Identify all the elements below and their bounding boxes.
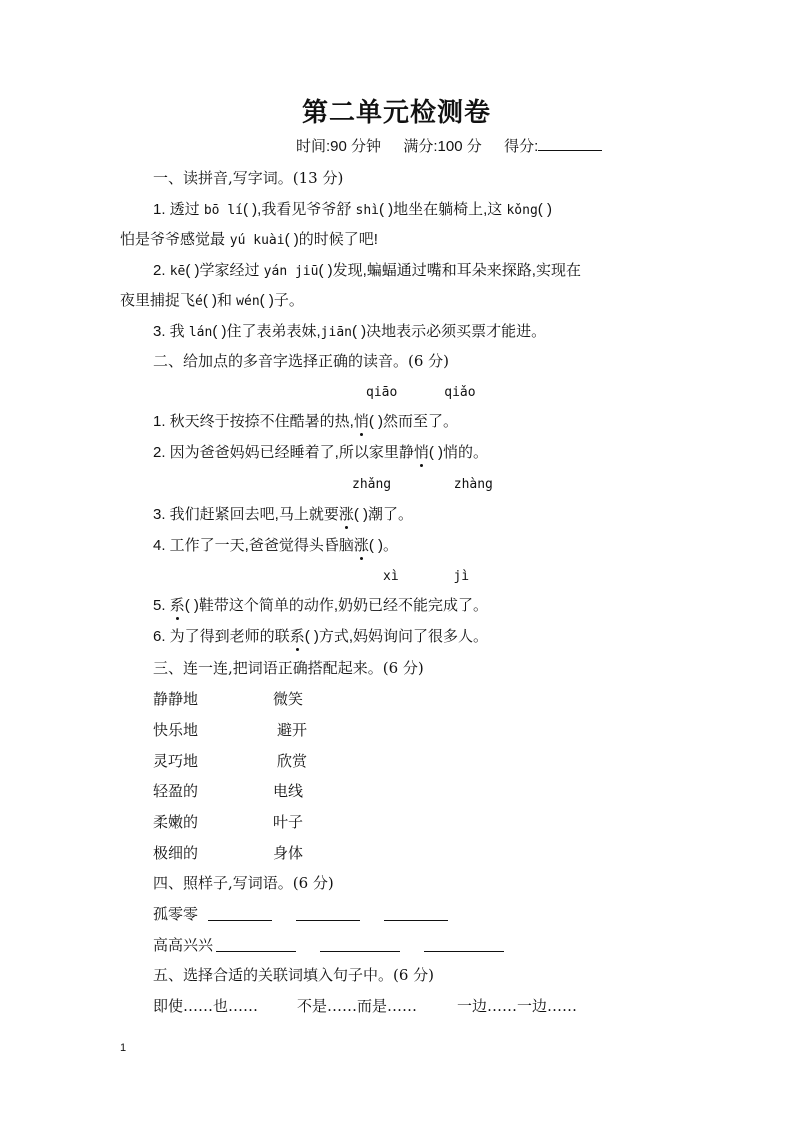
dotted-char: 系 — [169, 597, 185, 614]
answer-blank[interactable] — [424, 937, 504, 952]
match-right-item: 微笑 — [273, 690, 304, 708]
exam-full-score: 满分:100 分 — [403, 138, 482, 155]
s4-example2 — [153, 935, 213, 955]
example-word: 孤零零 — [153, 905, 199, 923]
match-right-item: 身体 — [273, 844, 304, 862]
dotted-char: 涨 — [353, 537, 369, 554]
pinyin-options-2: zhǎng zhàng — [352, 477, 493, 492]
section2-heading: 二、给加点的多音字选择正确的读音。(6 分) — [153, 352, 450, 370]
match-right-item: 电线 — [273, 782, 304, 800]
match-left-item: 极细的 — [153, 844, 199, 862]
dotted-char: 涨 — [338, 506, 354, 523]
section5-heading: 五、选择合适的关联词填入句子中。(6 分) — [153, 966, 435, 984]
section1-heading: 一、读拼音,写字词。(13 分) — [153, 169, 344, 187]
s1-q3: 3. 我 lán( )住了表弟表妹,jiān( )决地表示必须买票才能进。 — [153, 323, 547, 340]
s2-q4: 4. 工作了一天,爸爸觉得头昏脑涨( )。 — [153, 537, 399, 554]
s1-q1-line1: 1. 透过 bō lí( ),我看见爷爷舒 shì( )地坐在躺椅上,这 kǒng( ) — [153, 201, 552, 218]
answer-blank[interactable] — [296, 906, 360, 921]
page-number: 1 — [120, 1042, 127, 1054]
s2-q3: 3. 我们赶紧回去吧,马上就要涨( )潮了。 — [153, 506, 414, 523]
page-title: 第二单元检测卷 — [301, 98, 491, 128]
score-blank[interactable] — [538, 136, 602, 151]
answer-blank[interactable] — [384, 906, 448, 921]
s2-q2: 2. 因为爸爸妈妈已经睡着了,所以家里静悄( )悄的。 — [153, 444, 489, 461]
pinyin-options-3: xì jì — [383, 569, 470, 584]
example-word: 高高兴兴 — [153, 936, 214, 954]
match-right-item: 叶子 — [273, 813, 304, 831]
answer-blank[interactable] — [216, 937, 296, 952]
dotted-char: 悄 — [353, 413, 369, 430]
s1-q1-line2: 怕是爷爷感觉最 yú kuài( )的时候了吧! — [120, 230, 378, 248]
conjunction-option: 一边……一边…… — [457, 997, 578, 1015]
match-left-item: 静静地 — [153, 690, 199, 708]
s1-q2-line2: 夜里捕捉飞é( )和 wén( )子。 — [120, 291, 304, 309]
s4-example1 — [153, 904, 198, 924]
s2-q1: 1. 秋天终于按捺不住酷暑的热,悄( )然而至了。 — [153, 413, 459, 430]
pinyin-options-1: qiāo qiǎo — [366, 385, 476, 400]
dotted-char: 系 — [289, 628, 305, 645]
answer-blank[interactable] — [320, 937, 400, 952]
match-left-item: 快乐地 — [153, 721, 199, 739]
s2-q5: 5. 系( )鞋带这个简单的动作,奶奶已经不能完成了。 — [153, 597, 489, 614]
s1-q2-line1: 2. kē( )学家经过 yán jiū( )发现,蝙蝠通过嘴和耳朵来探路,实现在 — [153, 262, 581, 279]
conjunction-option: 不是……而是…… — [297, 997, 418, 1015]
dotted-char: 悄 — [413, 444, 429, 461]
match-right-item: 欣赏 — [277, 752, 308, 770]
s2-q6: 6. 为了得到老师的联系( )方式,妈妈询问了很多人。 — [153, 628, 489, 645]
match-left-item: 灵巧地 — [153, 752, 199, 770]
exam-info — [296, 136, 602, 157]
answer-blank[interactable] — [208, 906, 272, 921]
match-left-item: 柔嫩的 — [153, 813, 199, 831]
match-right-item: 避开 — [277, 721, 308, 739]
exam-score-label: 得分: — [504, 138, 539, 155]
section3-heading: 三、连一连,把词语正确搭配起来。(6 分) — [153, 659, 424, 677]
section4-heading: 四、照样子,写词语。(6 分) — [153, 874, 334, 892]
conjunction-option: 即使……也…… — [153, 997, 259, 1015]
exam-time: 时间:90 分钟 — [296, 138, 382, 155]
match-left-item: 轻盈的 — [153, 782, 199, 800]
